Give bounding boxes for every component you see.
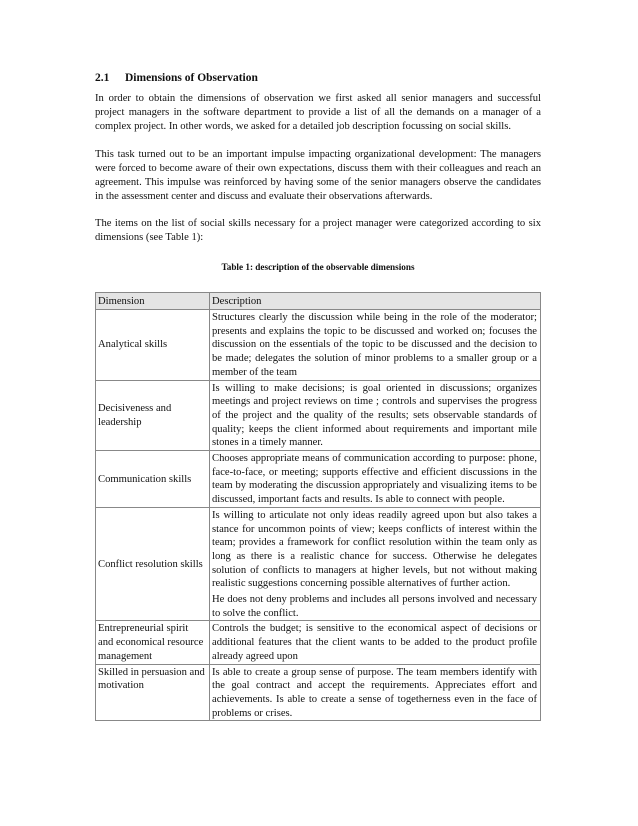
description-text: Controls the budget; is sensitive to the economical aspect of decisions or additional features that the client wants to be added to the product profile already agreed upon: [212, 623, 537, 662]
description-text: Structures clearly the discussion while being in the role of the moderator; presents and explains the topic to be discussed and worked on; focuses the discussion on the essentials of the topic to be discussed and the decision to be made; delegates the solution of minor problems to a smaller group or a member of the team: [212, 312, 537, 378]
description-cell: [210, 310, 541, 381]
dimension-cell: Entrepreneurial spirit and economical resource management: [96, 621, 210, 664]
dimension-cell: Conflict resolution skills: [96, 507, 210, 621]
section-title: Dimensions of Observation: [125, 72, 258, 84]
description-cell: [210, 451, 541, 508]
dimension-cell: Communication skills: [96, 451, 210, 508]
table-caption: Table 1: description of the observable dimensions: [221, 262, 415, 272]
dimension-cell: Decisiveness and leadership: [96, 380, 210, 451]
paragraph-1: In order to obtain the dimensions of observation we first asked all senior managers and successful project managers in the software department to provide a list of all the demands on a manager of a complex project. In other words, we asked for a detailed job description focussing on social skills.: [95, 93, 541, 133]
dimensions-table: [95, 292, 541, 721]
table-row: [96, 507, 541, 621]
table-row: [96, 621, 541, 664]
section-heading: [95, 72, 258, 84]
description-cell: [210, 664, 541, 721]
description-cell: [210, 621, 541, 664]
description-text: Chooses appropriate means of communication according to purpose: phone, face-to-face, or meeting; supports effective and efficient discussions in the team by moderating the discussion appropriately and visualizing items to be discussed, important facts and results. Is able to connect with people.: [212, 453, 537, 506]
header-description: Description: [210, 293, 541, 310]
header-dimension: Dimension: [96, 293, 210, 310]
table-row: [96, 664, 541, 721]
description-text: He does not deny problems and includes all persons involved and necessary to solve the conflict.: [212, 594, 537, 619]
paragraph-2: This task turned out to be an important impulse impacting organizational development: The managers were forced to become aware of their own expectations, discuss them with their colleagues and reach an agreement. This impulse was reinforced by having some of the senior managers observe the candidates in the assessment center and discuss and evaluate their observations afterwards.: [95, 149, 541, 203]
dimension-cell: Skilled in persuasion and motivation: [96, 664, 210, 721]
description-text: Is able to create a group sense of purpose. The team members identify with the goal contract and accept the requirements. Appreciates effort and achievements. Is able to create a sense of togetherness even in the face of problems or crises.: [212, 666, 537, 719]
table-row: [96, 380, 541, 451]
description-cell: [210, 507, 541, 621]
dimension-cell: Analytical skills: [96, 310, 210, 381]
table-header-row: [96, 293, 541, 310]
table-row: [96, 451, 541, 508]
paragraph-3: The items on the list of social skills necessary for a project manager were categorized according to six dimensions (see Table 1):: [95, 218, 541, 244]
description-text: Is willing to make decisions; is goal oriented in discussions; organizes meetings and project reviews on time ; controls and supervises the progress of the project and the quality of the results; sets observable standards of quality; keeps the client informed about requirements and important mile stones in a timely manner.: [212, 382, 537, 449]
section-number: 2.1: [95, 72, 110, 84]
description-text: Is willing to articulate not only ideas readily agreed upon but also takes a stance for uncommon points of view; keeps conflicts of interest within the team; provides a framework for conflict resolution within the team only as long as there is a realistic chance for success. Otherwise he delegates solution of conflicts to managers at higher levels, but not without making realistic suggestions concerning possible alternatives of further action.: [212, 509, 537, 590]
description-cell: [210, 380, 541, 451]
table-row: [96, 310, 541, 381]
